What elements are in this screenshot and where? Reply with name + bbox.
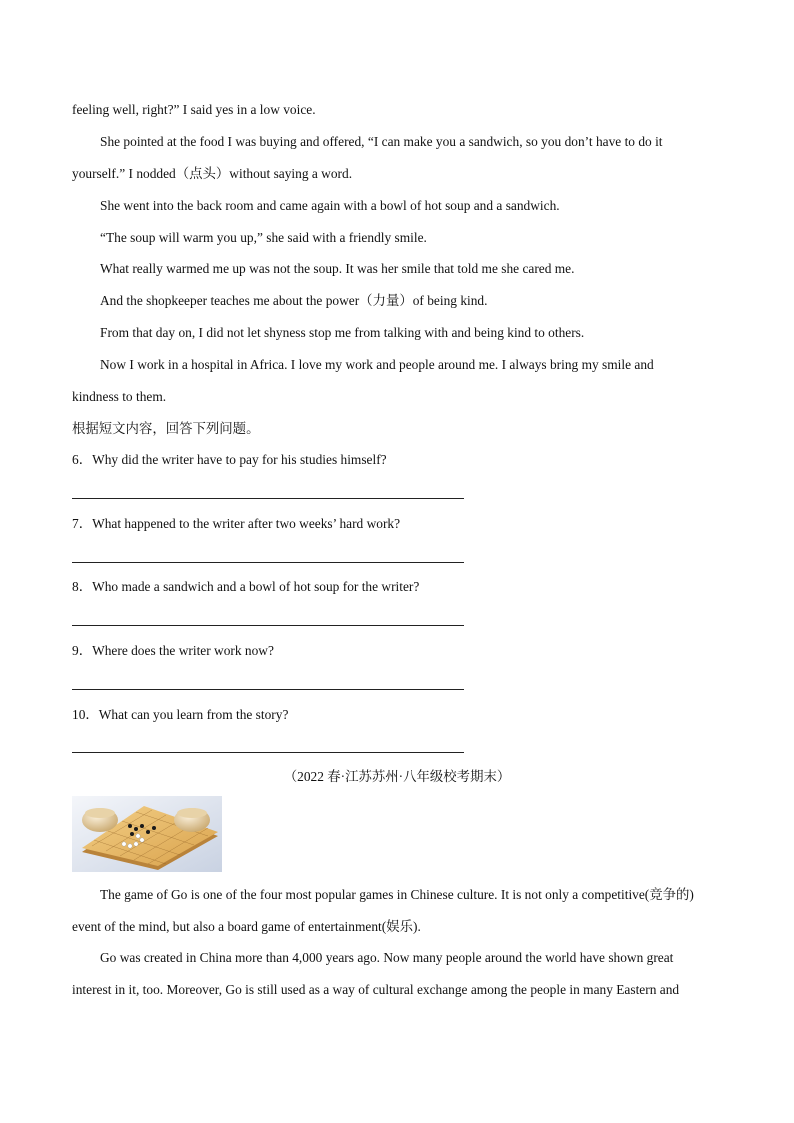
answer-line-6[interactable]: [72, 498, 464, 499]
passage-line: “The soup will warm you up,” she said with a friendly smile.: [100, 230, 427, 245]
passage-line: interest in it, too. Moreover, Go is still used as a way of cultural exchange among the people in many Eastern and: [72, 982, 680, 997]
passage-line: What really warmed me up was not the soup. It was her smile that told me she cared me.: [100, 261, 575, 276]
passage-line: Go was created in China more than 4,000 years ago. Now many people around the world have shown great: [100, 950, 674, 965]
passage-line: feeling well, right?” I said yes in a low voice.: [72, 102, 316, 117]
question-8: 8．Who made a sandwich and a bowl of hot soup for the writer?: [72, 579, 420, 594]
passage-line: kindness to them.: [72, 389, 167, 404]
answer-line-7[interactable]: [72, 562, 464, 563]
passage-line: She went into the back room and came again with a bowl of hot soup and a sandwich.: [100, 198, 560, 213]
question-10: 10．What can you learn from the story?: [72, 707, 289, 722]
question-7: 7．What happened to the writer after two weeks’ hard work?: [72, 516, 401, 531]
answer-line-9[interactable]: [72, 689, 464, 690]
passage-line: Now I work in a hospital in Africa. I love my work and people around me. I always bring my smile and: [100, 357, 654, 372]
instruction-text: 根据短文内容，回答下列问题。: [72, 421, 260, 436]
passage-line: And the shopkeeper teaches me about the power（力量）of being kind.: [100, 293, 488, 308]
passage-line: event of the mind, but also a board game of entertainment(娱乐).: [72, 919, 421, 934]
answer-line-8[interactable]: [72, 625, 464, 626]
answer-line-10[interactable]: [72, 752, 464, 753]
source-citation: （2022 春·江苏苏州·八年级校考期末）: [283, 769, 511, 784]
passage-line: The game of Go is one of the four most popular games in Chinese culture. It is not only a competitive(竞争的): [100, 887, 694, 902]
question-6: 6．Why did the writer have to pay for his studies himself?: [72, 452, 387, 467]
go-board-icon: [72, 796, 222, 872]
passage-line: From that day on, I did not let shyness stop me from talking with and being kind to others.: [100, 325, 585, 340]
passage-line: yourself.” I nodded（点头）without saying a word.: [72, 166, 353, 181]
question-9: 9．Where does the writer work now?: [72, 643, 274, 658]
passage-line: She pointed at the food I was buying and offered, “I can make you a sandwich, so you don’t have to do it: [100, 134, 663, 149]
